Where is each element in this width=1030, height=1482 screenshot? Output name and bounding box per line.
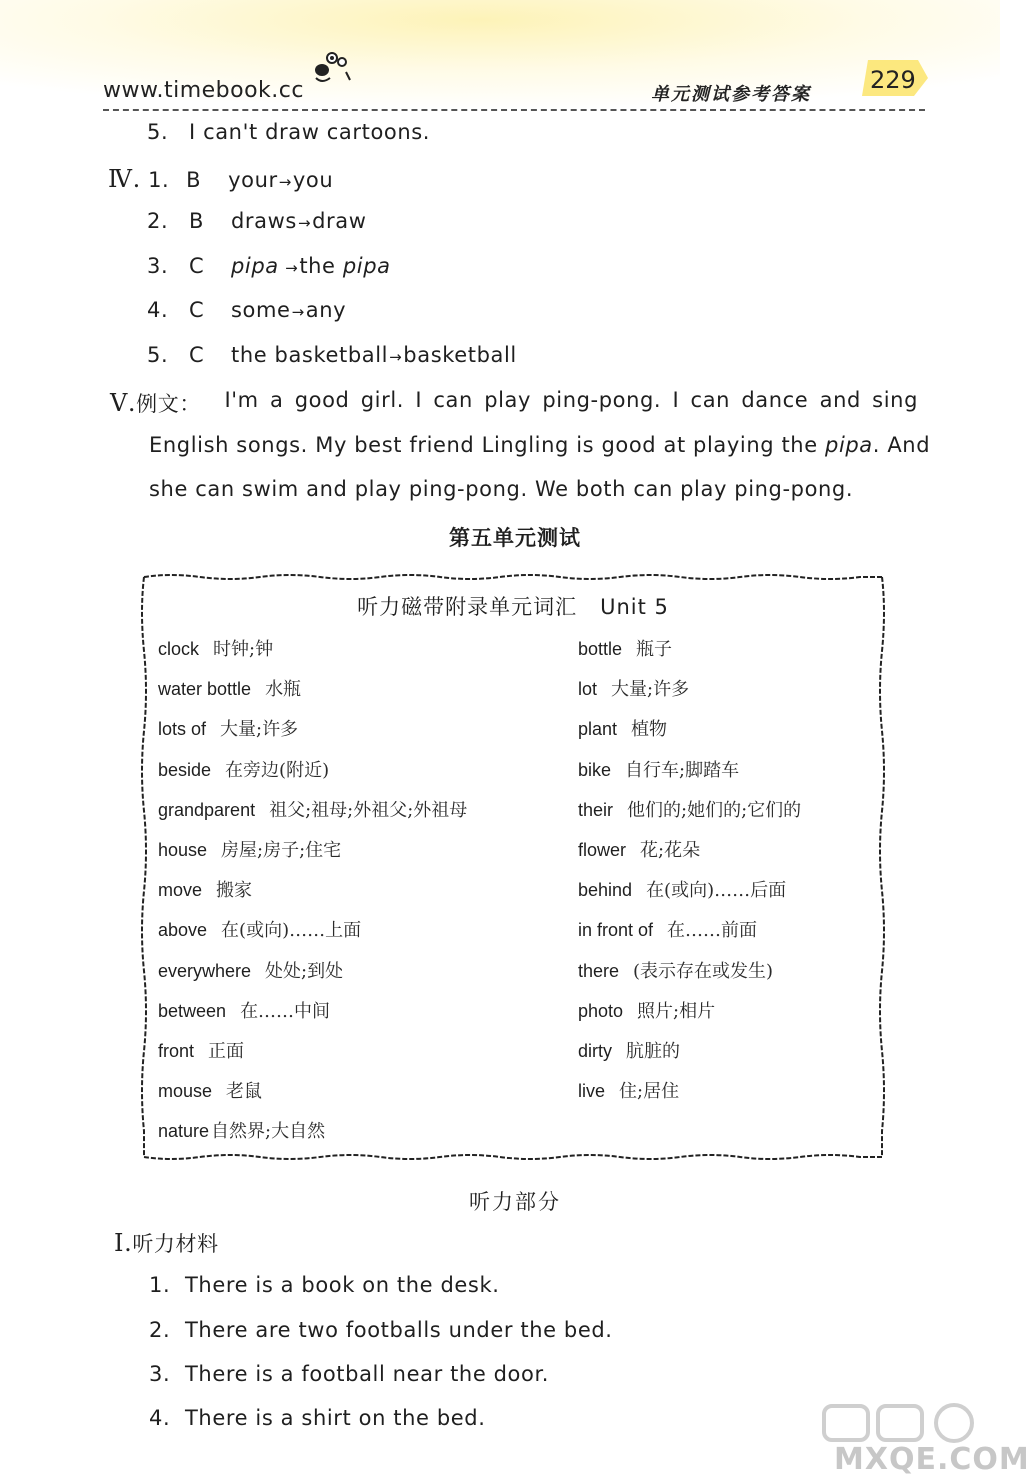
vocab-word: everywhere: [158, 960, 252, 981]
section-numeral: Ⅰ.: [114, 1229, 133, 1257]
vocab-item: [158, 1037, 578, 1077]
vocab-item: [158, 715, 578, 755]
item-text: There is a football near the door.: [185, 1362, 550, 1386]
wrong-word: pipa: [231, 254, 279, 278]
wrong-word: some: [231, 298, 291, 322]
vocab-item: [578, 876, 878, 916]
mascot-icon: [302, 48, 362, 88]
listening-line: [149, 1362, 549, 1386]
essay-label: 例文：: [136, 392, 201, 416]
vocab-word: flower: [578, 839, 627, 860]
vocab-item: [158, 997, 578, 1037]
vocab-word: live: [578, 1081, 606, 1102]
vocab-meaning: 植物: [631, 719, 668, 741]
vocab-item: [578, 916, 878, 956]
item-option: C: [189, 343, 205, 367]
vocab-item: [578, 715, 878, 755]
unit-test-title: 第五单元测试: [449, 526, 581, 550]
vocab-word: bike: [578, 759, 612, 780]
item-option: B: [186, 168, 202, 192]
item-number: 4.: [149, 1406, 171, 1430]
vocab-meaning: 搬家: [216, 880, 253, 902]
vocab-item: [158, 796, 578, 836]
vocab-meaning: 大量;许多: [611, 679, 690, 701]
answer-line: [147, 120, 430, 144]
vocab-item: [158, 756, 578, 796]
arrow-icon: →: [297, 214, 312, 232]
essay-italic-word: pipa: [825, 433, 873, 457]
correction-line: [147, 254, 391, 278]
vocab-word: photo: [578, 1000, 624, 1021]
vocab-word: bottle: [578, 639, 623, 659]
vocab-item: [578, 1037, 878, 1077]
vocab-meaning: 照片;相片: [637, 1000, 716, 1022]
vocab-word: dirty: [578, 1040, 613, 1061]
item-text: There is a shirt on the bed.: [185, 1406, 486, 1430]
vocab-meaning: 住;居住: [619, 1081, 680, 1103]
item-text: There are two footballs under the bed.: [185, 1318, 613, 1342]
vocab-word: lots of: [158, 719, 207, 740]
vocab-item: [158, 836, 578, 876]
section-label: 听力材料: [132, 1232, 219, 1256]
item-number: 5.: [147, 120, 169, 144]
section-numeral: Ⅳ.: [108, 165, 141, 193]
item-option: B: [189, 209, 205, 233]
vocab-word: move: [158, 880, 203, 901]
item-number: 5.: [147, 343, 169, 367]
page-number: 229: [870, 66, 916, 94]
right-word: pipa: [342, 254, 391, 278]
model-essay-line: [149, 477, 853, 501]
item-option: C: [189, 254, 205, 278]
listening-line: [149, 1273, 499, 1297]
right-word-prefix: the: [299, 254, 343, 278]
vocab-item: [578, 756, 878, 796]
vocab-meaning: 在旁边(附近): [225, 759, 330, 781]
model-essay-line: [149, 433, 930, 457]
vocab-item: [578, 957, 878, 997]
vocab-item: [158, 957, 578, 997]
vocab-word: above: [158, 920, 208, 941]
vocab-word: house: [158, 839, 208, 860]
vocab-unit: Unit 5: [600, 595, 669, 619]
vocab-item: [158, 1117, 578, 1157]
vocab-word: lot: [578, 679, 598, 700]
vocab-word: clock: [158, 639, 200, 659]
vocab-meaning: 瓶子: [636, 639, 673, 660]
vocab-meaning: (表示存在或发生): [633, 960, 774, 982]
right-word: any: [305, 298, 347, 322]
correction-line: [147, 298, 346, 322]
section-numeral: Ⅴ.: [110, 389, 137, 417]
item-text: There is a book on the desk.: [185, 1273, 500, 1297]
model-essay-line: [110, 388, 918, 418]
vocab-word: front: [158, 1040, 195, 1061]
vocab-meaning: 正面: [208, 1040, 245, 1062]
item-text: I can't draw cartoons.: [189, 120, 431, 144]
vocab-item: [158, 1077, 578, 1117]
vocab-word: plant: [578, 719, 618, 740]
essay-text: . And: [872, 433, 931, 457]
essay-text: English songs. My best friend Lingling is good at playing the: [149, 433, 826, 457]
correction-line: [147, 209, 367, 233]
vocab-item: [158, 675, 578, 715]
vocab-item: [578, 997, 878, 1037]
item-number: 1.: [149, 1273, 171, 1297]
vocab-meaning: 时钟;钟: [213, 639, 274, 660]
arrow-icon: →: [278, 173, 292, 191]
wrong-word: your: [228, 168, 278, 192]
right-word: basketball: [403, 343, 517, 367]
essay-text: she can swim and play ping-pong. We both can play ping-pong.: [149, 477, 854, 501]
header-divider: [103, 109, 925, 111]
vocab-item: [578, 836, 878, 876]
vocab-meaning: 在……前面: [667, 920, 758, 942]
vocab-meaning: 在……中间: [240, 1000, 331, 1022]
vocab-word: grandparent: [158, 799, 256, 820]
vocab-item: [158, 876, 578, 916]
arrow-icon: →: [279, 259, 299, 277]
vocab-item: [158, 635, 578, 675]
arrow-icon: →: [291, 303, 305, 321]
essay-text: I'm a good girl. I can play ping-pong. I can dance and sing: [224, 388, 918, 412]
vocab-meaning: 大量;许多: [220, 719, 299, 741]
vocab-meaning: 肮脏的: [626, 1040, 681, 1062]
listening-line: [149, 1406, 485, 1430]
arrow-icon: →: [389, 348, 403, 366]
vocab-meaning: 房屋;房子;住宅: [221, 839, 342, 861]
site-url: www.timebook.cc: [103, 78, 304, 103]
vocab-meaning: 处处;到处: [265, 960, 344, 982]
vocab-meaning: 水瓶: [265, 679, 302, 701]
listening-heading: 听力部分: [469, 1190, 561, 1214]
listening-section-heading: [114, 1228, 219, 1258]
vocab-meaning: 自然界;大自然: [211, 1121, 326, 1143]
vocab-meaning: 花;花朵: [640, 839, 701, 861]
vocab-word: in front of: [578, 920, 654, 941]
item-number: 1.: [148, 168, 170, 192]
listening-line: [149, 1318, 613, 1342]
vocab-word: their: [578, 799, 614, 820]
item-number: 4.: [147, 298, 169, 322]
vocab-box: [140, 571, 886, 1163]
vocab-word: behind: [578, 880, 633, 901]
vocab-meaning: 在(或向)……后面: [646, 880, 787, 902]
vocab-word: beside: [158, 759, 212, 780]
vocab-meaning: 自行车;脚踏车: [625, 759, 740, 781]
vocab-meaning: 他们的;她们的;它们的: [627, 799, 802, 821]
item-number: 2.: [147, 209, 169, 233]
right-word: draw: [312, 209, 367, 233]
correction-line: [108, 165, 333, 193]
wrong-word: draws: [231, 209, 297, 233]
vocab-word: water bottle: [158, 679, 252, 700]
vocab-item: [578, 675, 878, 715]
vocab-meaning: 老鼠: [226, 1081, 263, 1103]
wrong-word: the basketball: [231, 343, 389, 367]
vocab-meaning: 在(或向)……上面: [221, 920, 362, 942]
vocab-word: nature: [158, 1121, 210, 1142]
vocab-list: [158, 635, 878, 1157]
header-title: 单元测试参考答案: [651, 84, 811, 105]
watermark-text: MXQE.COM: [834, 1442, 1030, 1477]
item-number: 2.: [149, 1318, 171, 1342]
item-option: C: [189, 298, 205, 322]
vocab-title-text: 听力磁带附录单元词汇: [357, 595, 578, 619]
vocab-item: [578, 796, 878, 836]
vocab-meaning: 祖父;祖母;外祖父;外祖母: [269, 799, 468, 821]
vocab-item: [578, 1077, 878, 1117]
right-word: you: [292, 168, 334, 192]
vocab-word: there: [578, 960, 620, 981]
item-number: 3.: [147, 254, 169, 278]
vocab-item: [158, 916, 578, 956]
vocab-title: [140, 591, 886, 621]
item-number: 3.: [149, 1362, 171, 1386]
vocab-word: mouse: [158, 1081, 213, 1102]
correction-line: [147, 343, 517, 367]
watermark-logo-icon: [818, 1398, 988, 1446]
vocab-item: [578, 635, 878, 675]
vocab-word: between: [158, 1000, 227, 1021]
